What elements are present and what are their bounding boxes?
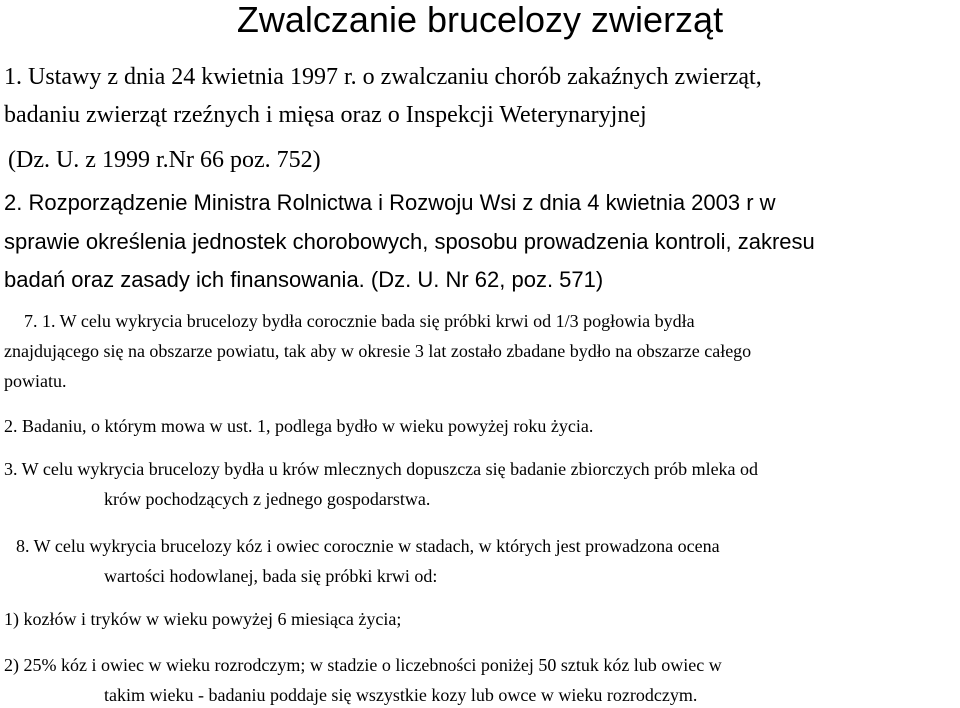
- text-line: 1. Ustawy z dnia 24 kwietnia 1997 r. o zwalczaniu chorób zakaźnych zwierząt,: [4, 64, 762, 90]
- text-line: sprawie określenia jednostek chorobowych, sposobu prowadzenia kontroli, zakresu: [4, 229, 815, 254]
- text-line: znajdującego się na obszarze powiatu, tak aby w okresie 3 lat zostało zbadane bydło na obszarze całego: [4, 341, 752, 361]
- text-line: (Dz. U. z 1999 r.Nr 66 poz. 752): [8, 147, 321, 173]
- text-line: badań oraz zasady ich finansowania. (Dz. U. Nr 62, poz. 571): [4, 267, 604, 292]
- text-line: powiatu.: [4, 371, 67, 391]
- text-line: 1) kozłów i tryków w wieku powyżej 6 miesiąca życia;: [4, 609, 402, 629]
- text-line: 2) 25% kóz i owiec w wieku rozrodczym; w stadzie o liczebności poniżej 50 sztuk kóz lub owiec w: [4, 655, 722, 675]
- text-line: 2. Badaniu, o którym mowa w ust. 1, podlega bydło w wieku powyżej roku życia.: [4, 416, 594, 436]
- text-line: badaniu zwierząt rzeźnych i mięsa oraz o Inspekcji Weterynaryjnej: [4, 102, 647, 128]
- text-line: 8. W celu wykrycia brucelozy kóz i owiec corocznie w stadach, w których jest prowadzona ocena: [16, 536, 720, 556]
- text-line: wartości hodowlanej, bada się próbki krwi od:: [104, 566, 438, 586]
- text-line: 7. 1. W celu wykrycia brucelozy bydła corocznie bada się próbki krwi od 1/3 pogłowia bydła: [24, 311, 695, 331]
- text-line: 3. W celu wykrycia brucelozy bydła u krów mlecznych dopuszcza się badanie zbiorczych prób mleka od: [4, 459, 759, 479]
- text-line: krów pochodzących z jednego gospodarstwa.: [104, 489, 431, 509]
- slide-title: Zwalczanie brucelozy zwierząt: [236, 0, 724, 40]
- text-line: takim wieku - badaniu poddaje się wszystkie kozy lub owce w wieku rozrodczym.: [104, 685, 698, 705]
- text-line: 2. Rozporządzenie Ministra Rolnictwa i Rozwoju Wsi z dnia 4 kwietnia 2003 r w: [4, 190, 776, 215]
